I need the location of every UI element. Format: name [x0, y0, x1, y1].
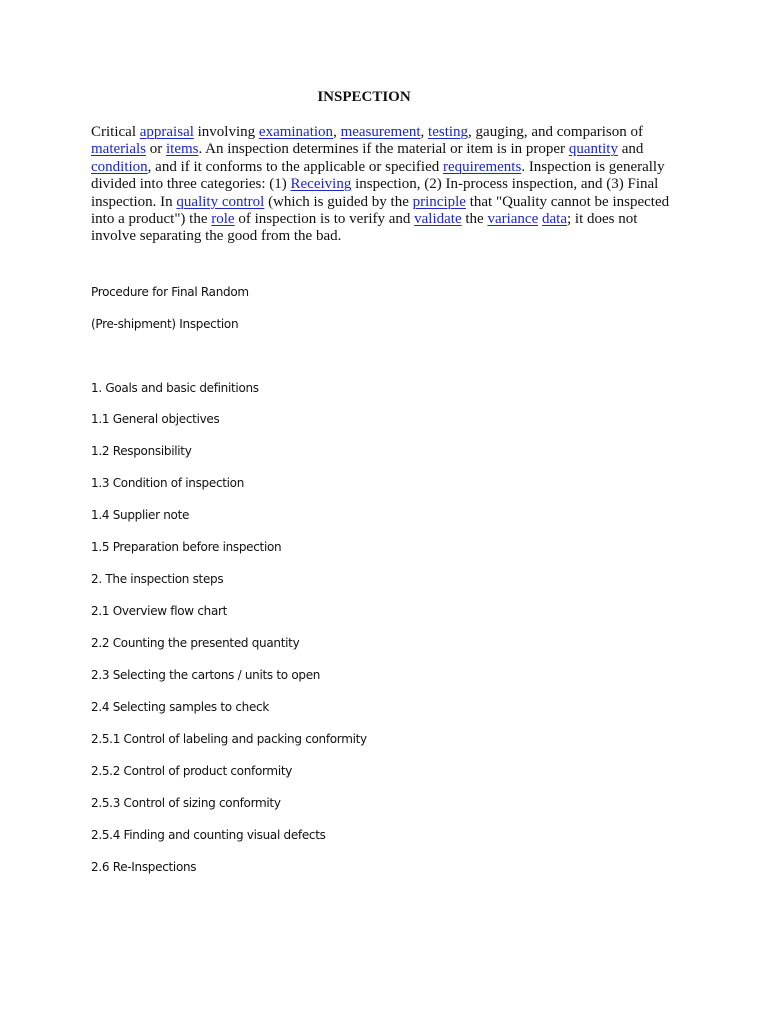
link-variance[interactable]: variance	[487, 211, 539, 228]
intro-text: that "Quality cannot be inspected	[465, 193, 670, 210]
intro-line	[91, 194, 681, 211]
toc-item: 1.4 Supplier note	[91, 508, 190, 522]
link-items[interactable]: items	[165, 141, 199, 158]
intro-paragraph	[91, 124, 681, 246]
toc-item: 2.2 Counting the presented quantity	[91, 636, 300, 650]
intro-text: involve separating the good from the bad.	[91, 228, 342, 245]
intro-text: , gauging, and comparison of	[468, 124, 643, 140]
toc-item: 2.5.1 Control of labeling and packing conformity	[91, 732, 367, 746]
toc-item: 1. Goals and basic definitions	[91, 381, 259, 395]
intro-text: or	[145, 141, 166, 158]
link-quality-control[interactable]: quality control	[176, 193, 265, 210]
toc-item: 2.6 Re-Inspections	[91, 860, 197, 874]
toc-item: 2.1 Overview flow chart	[91, 604, 228, 618]
toc-item: 1.5 Preparation before inspection	[91, 540, 282, 554]
intro-line	[91, 211, 681, 228]
link-appraisal[interactable]: appraisal	[139, 124, 194, 140]
intro-text: and	[617, 141, 644, 158]
document-title: INSPECTION	[317, 89, 411, 105]
link-materials[interactable]: materials	[91, 141, 146, 158]
intro-line	[91, 141, 681, 158]
link-requirements[interactable]: requirements	[443, 158, 522, 175]
toc-item: 2.5.3 Control of sizing conformity	[91, 796, 281, 810]
intro-text: inspection, (2) In-process inspection, and (3) Final	[351, 176, 659, 193]
intro-text: into a product") the	[91, 211, 212, 228]
procedure-title-line-1: Procedure for Final Random	[91, 285, 249, 299]
intro-line	[91, 159, 681, 176]
intro-text: ,	[420, 124, 429, 140]
intro-line	[91, 124, 681, 141]
intro-text: involving	[193, 124, 259, 140]
intro-text: Critical	[91, 124, 140, 140]
toc-item: 2.3 Selecting the cartons / units to open	[91, 668, 321, 682]
intro-text: . Inspection is generally	[521, 158, 665, 175]
toc-item: 2. The inspection steps	[91, 572, 224, 586]
intro-text: , and if it conforms to the applicable or specified	[147, 158, 443, 175]
intro-text: ; it does not	[566, 211, 638, 228]
intro-line	[91, 176, 681, 193]
link-data[interactable]: data	[542, 211, 567, 228]
intro-text: ,	[333, 124, 341, 140]
intro-line	[91, 228, 681, 245]
link-quantity[interactable]: quantity	[568, 141, 618, 158]
intro-text: inspection. In	[91, 193, 177, 210]
link-measurement[interactable]: measurement	[340, 124, 421, 140]
toc-item: 1.3 Condition of inspection	[91, 476, 245, 490]
link-testing[interactable]: testing	[428, 124, 469, 140]
intro-text: the	[461, 211, 488, 228]
link-examination[interactable]: examination	[258, 124, 334, 140]
procedure-title-line-2: (Pre-shipment) Inspection	[91, 317, 239, 331]
toc-item: 1.2 Responsibility	[91, 444, 192, 458]
link-receiving[interactable]: Receiving	[290, 176, 352, 193]
toc-item: 2.5.2 Control of product conformity	[91, 764, 293, 778]
intro-text: (which is guided by the	[264, 193, 413, 210]
toc-item: 1.1 General objectives	[91, 412, 220, 426]
link-role[interactable]: role	[211, 211, 235, 228]
link-condition[interactable]: condition	[91, 158, 148, 175]
toc-item: 2.4 Selecting samples to check	[91, 700, 269, 714]
link-validate[interactable]: validate	[414, 211, 462, 228]
intro-text: of inspection is to verify and	[234, 211, 415, 228]
intro-text: . An inspection determines if the material or item is in proper	[198, 141, 569, 158]
intro-text: divided into three categories: (1)	[91, 176, 291, 193]
link-principle[interactable]: principle	[412, 193, 466, 210]
toc-item: 2.5.4 Finding and counting visual defects	[91, 828, 326, 842]
